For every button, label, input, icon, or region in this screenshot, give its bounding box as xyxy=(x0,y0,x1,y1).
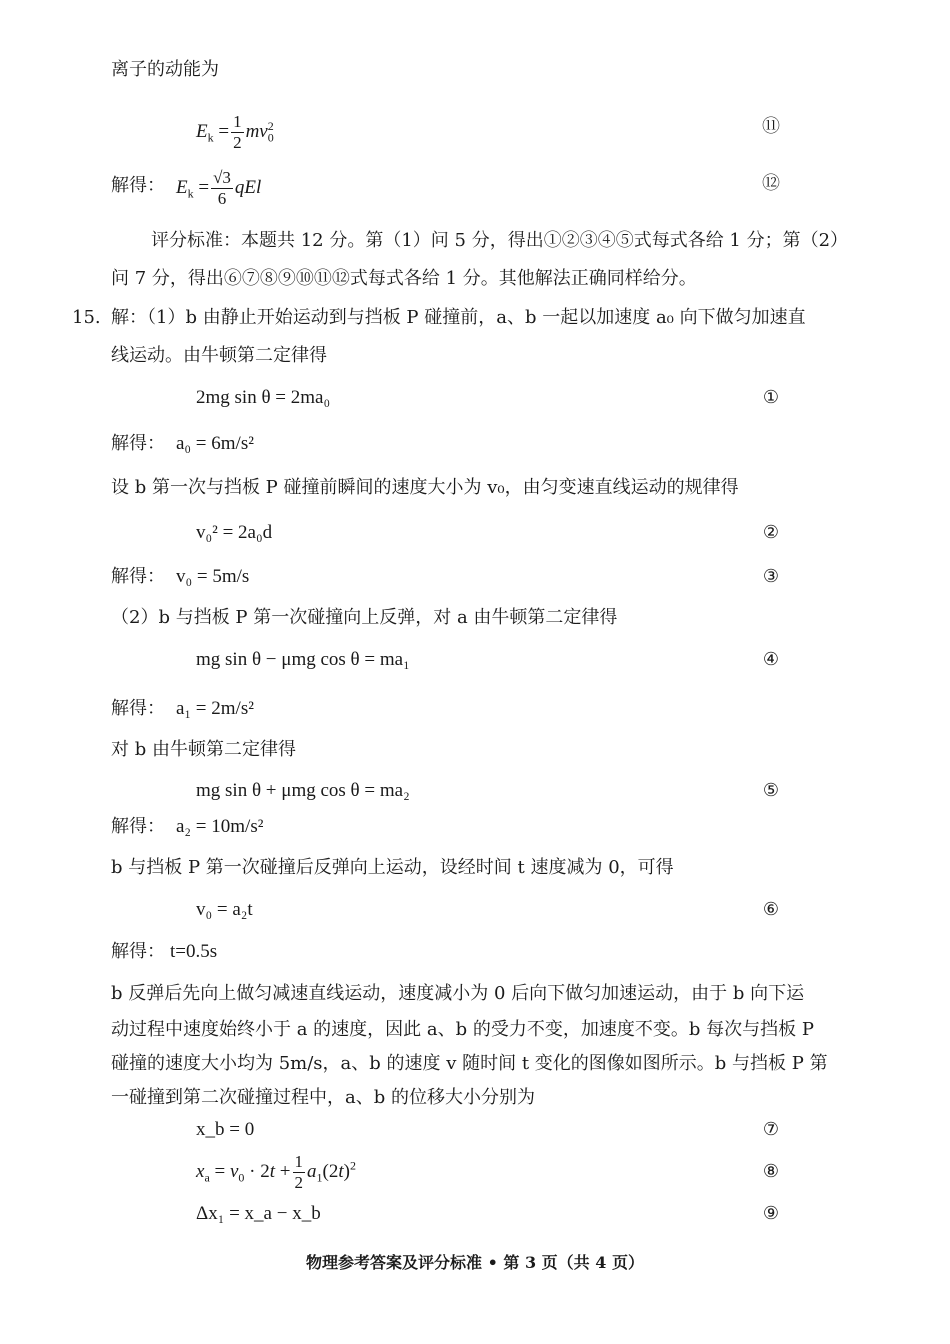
page-footer: 物理参考答案及评分标准 • 第 3 页（共 4 页） xyxy=(306,1253,644,1272)
text-line: 碰撞的速度大小均为 5m/s，a、b 的速度 v 随时间 t 变化的图像如图所示。b 与挡板 P 第 xyxy=(111,1053,828,1074)
equation-6: v₀ = a₂t xyxy=(196,899,253,920)
equation-number: ⑨ xyxy=(762,1203,780,1224)
result-a0: a₀ = 6m/s² xyxy=(176,433,254,454)
equation-number: ② xyxy=(762,522,780,543)
equation-number: ⑧ xyxy=(762,1161,780,1182)
equation-7: x_b = 0 xyxy=(196,1119,255,1140)
text-line: b 与挡板 P 第一次碰撞后反弹向上运动，设经时间 t 速度减为 0，可得 xyxy=(111,857,674,878)
equation-number: ① xyxy=(762,387,780,408)
text-line: 线运动。由牛顿第二定律得 xyxy=(111,345,327,366)
solve-label: 解得： xyxy=(111,175,165,196)
text-line: 动过程中速度始终小于 a 的速度，因此 a、b 的受力不变，加速度不变。b 每次与挡板 P xyxy=(111,1019,814,1040)
text-line: 设 b 第一次与挡板 P 碰撞前瞬间的速度大小为 v₀，由匀变速直线运动的规律得 xyxy=(111,477,739,498)
equation-ek-kinetic: $E_k$ = $\frac{1}{2}$ $mv_0^2$ xyxy=(196,112,274,152)
equation-9: Δx₁ = x_a − x_b xyxy=(196,1203,321,1224)
result-a1: a₁ = 2m/s² xyxy=(176,698,254,719)
grading-line: 评分标准：本题共 12 分。第（1）问 5 分，得出①②③④⑤式每式各给 1 分；第（2） xyxy=(151,230,849,251)
equation-1: 2mg sin θ = 2ma₀ xyxy=(196,387,331,408)
text-line: 一碰撞到第二次碰撞过程中，a、b 的位移大小分别为 xyxy=(111,1087,535,1108)
text-line: 离子的动能为 xyxy=(111,59,219,80)
equation-8: $x_a = v_0 \cdot 2t$ + $\frac{1}{2}$ $a_1(2t)^2$ xyxy=(196,1152,356,1192)
grading-line: 问 7 分，得出⑥⑦⑧⑨⑩⑪⑫式每式各给 1 分。其他解法正确同样给分。 xyxy=(111,268,697,289)
question-number: 15. xyxy=(72,307,101,328)
solve-label: 解得： xyxy=(111,566,165,587)
equation-4: mg sin θ − μmg cos θ = ma₁ xyxy=(196,649,410,670)
equation-number: ⑫ xyxy=(762,173,780,194)
text-line: 解：（1）b 由静止开始运动到与挡板 P 碰撞前，a、b 一起以加速度 a₀ 向下做匀加速直 xyxy=(111,307,806,328)
equation-number: ③ xyxy=(762,566,780,587)
equation-number: ⑤ xyxy=(762,780,780,801)
solve-label: 解得： xyxy=(111,433,165,454)
equation-5: mg sin θ + μmg cos θ = ma₂ xyxy=(196,780,410,801)
equation-number: ④ xyxy=(762,649,780,670)
equation-ek-result: $E_k$ = $\frac{√3}{6}$ qEl xyxy=(176,168,262,208)
text-line: 对 b 由牛顿第二定律得 xyxy=(111,739,296,760)
result-a2: a₂ = 10m/s² xyxy=(176,816,264,837)
equation-number: ⑦ xyxy=(762,1119,780,1140)
equation-2: v₀² = 2a₀d xyxy=(196,522,273,543)
result-t: t=0.5s xyxy=(170,941,218,962)
text-line: （2）b 与挡板 P 第一次碰撞向上反弹，对 a 由牛顿第二定律得 xyxy=(111,607,618,628)
equation-number: ⑪ xyxy=(762,116,780,137)
solve-label: 解得： xyxy=(111,698,165,719)
result-v0: v₀ = 5m/s xyxy=(176,566,250,587)
solve-label: 解得： xyxy=(111,816,165,837)
equation-number: ⑥ xyxy=(762,899,780,920)
solve-label: 解得： xyxy=(111,941,165,962)
text-line: b 反弹后先向上做匀减速直线运动，速度减小为 0 后向下做匀加速运动，由于 b 向下运 xyxy=(111,983,805,1004)
